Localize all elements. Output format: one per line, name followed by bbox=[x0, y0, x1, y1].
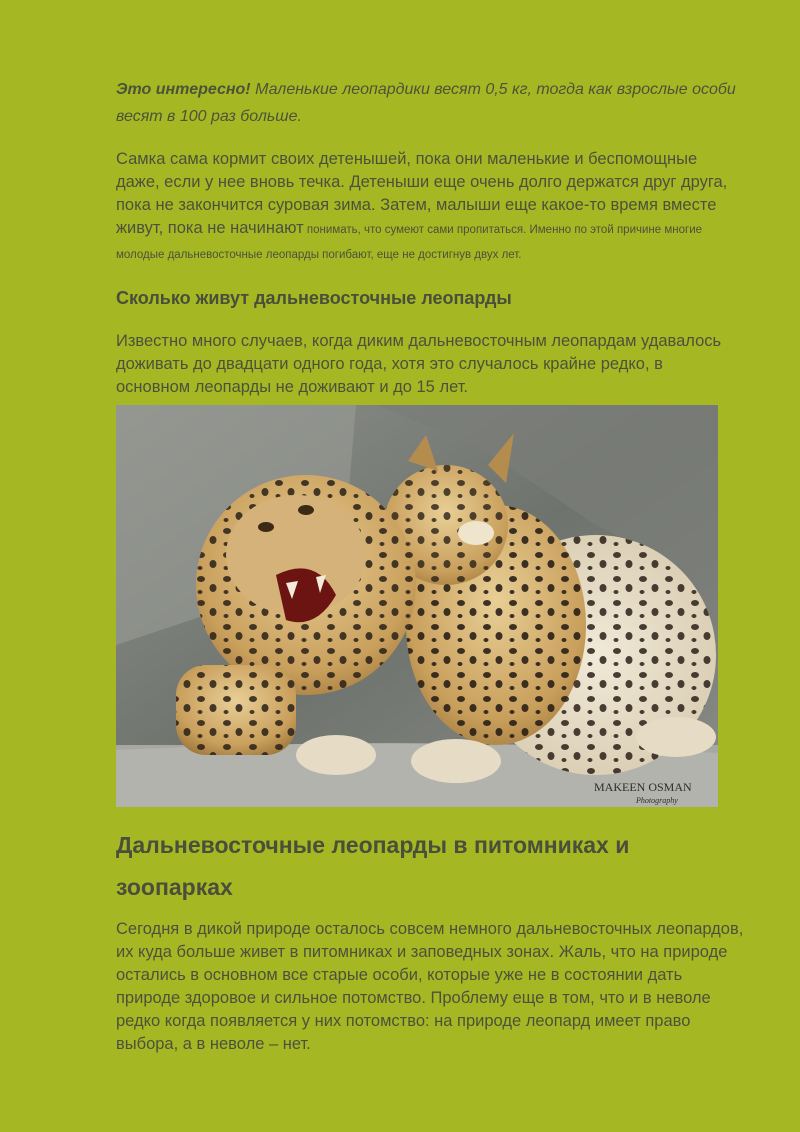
leopards-photo-illustration bbox=[116, 405, 718, 807]
photo-watermark-name: MAKEEN OSMAN bbox=[594, 780, 692, 794]
interesting-text: Маленькие леопардики весят 0,5 кг, тогда как взрослые особи весят в 100 раз больше. bbox=[116, 81, 736, 125]
photo-watermark-sub: Photography bbox=[636, 796, 678, 805]
interesting-lead: Это интересно! bbox=[116, 81, 251, 98]
paragraph-cubs-main: Самка сама кормит своих детенышей, пока они маленькие и беспомощные даже, если у нее вновь течка. Детеныши еще очень долго держатся друг друга, пока не закончится суровая зима. Затем, малыши еще какое-то время вместе живут, пока не начинают bbox=[116, 150, 728, 237]
paragraph-cubs-small: понимать, что сумеют сами пропитаться. Именно по этой причине многие молодые дальневосточные леопарды погибают, еще не достигнув двух лет. bbox=[116, 224, 703, 261]
heading-lifespan: Сколько живут дальневосточные леопарды bbox=[116, 288, 512, 308]
leopards-photo bbox=[116, 405, 718, 807]
paragraph-lifespan: Известно много случаев, когда диким дальневосточным леопардам удавалось доживать до двадцати одного года, хотя это случалось крайне редко, в основном леопарды не доживают и до 15 лет. bbox=[116, 332, 722, 396]
interesting-fact bbox=[116, 76, 736, 130]
heading-zoos: Дальневосточные леопарды в питомниках и зоопарках bbox=[116, 832, 630, 900]
paragraph-zoos: Сегодня в дикой природе осталось совсем немного дальневосточных леопардов, их куда больше живет в питомниках и заповедных зонах. Жаль, что на природе остались в основном все старые особи, которые уже не в состоянии дать природе здоровое и сильное потомство. Проблему еще в том, что и в неволе редко когда появляется у них потомство: на природе леопард имеет право выбора, а в неволе – нет. bbox=[116, 920, 744, 1053]
paragraph-cubs bbox=[116, 148, 741, 267]
